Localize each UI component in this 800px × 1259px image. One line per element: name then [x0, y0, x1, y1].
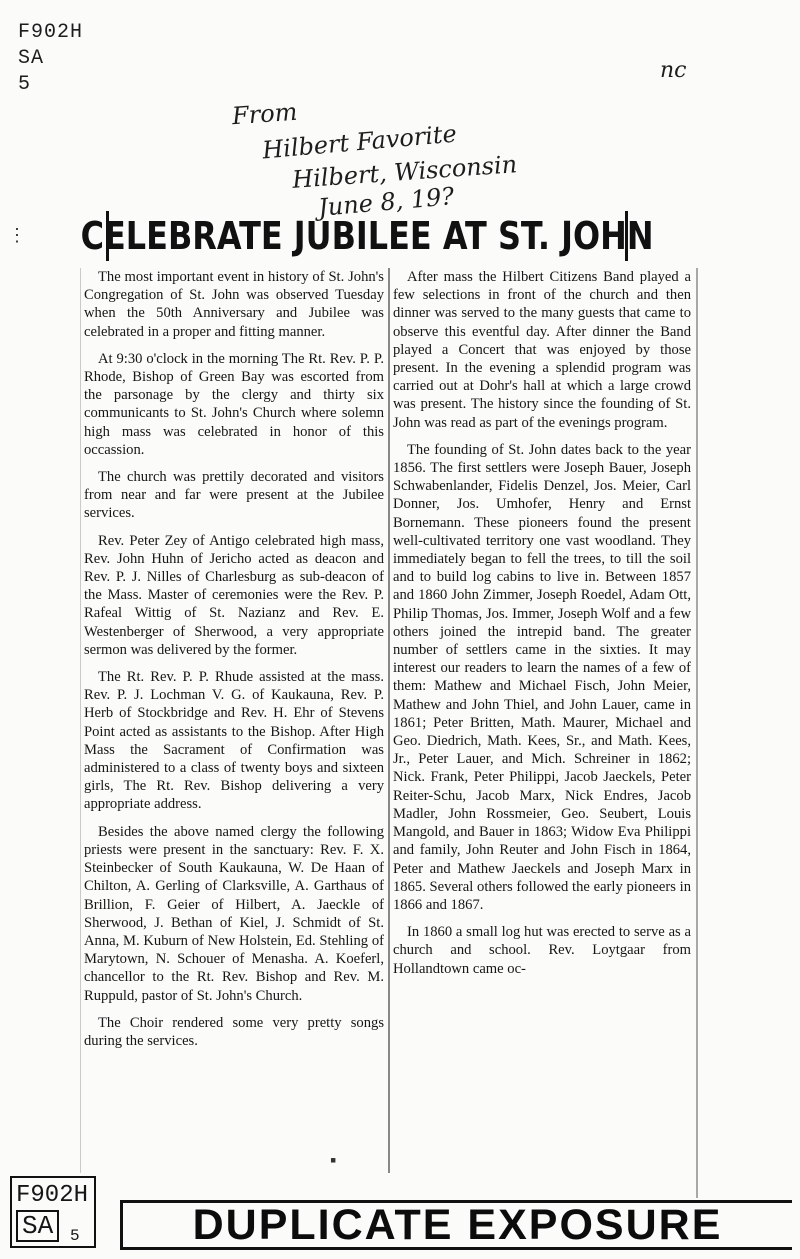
paragraph: The Choir rendered some very pretty songs during the services.: [84, 1014, 384, 1049]
handwritten-place: Hilbert, Wisconsin: [291, 150, 518, 194]
bottom-code-line-1: F902H: [16, 1182, 89, 1209]
paragraph: The Rt. Rev. P. P. Rhude assisted at the mass. Rev. P. J. Lochman V. G. of Kaukauna, Rev. P. Herb of Stockbridge and Rev. H. Ehr of Stevens Point acted as assistants to the Bishop. After High Mass the Sacrament of Confirmation was administered to a class of twenty boys and sixteen girls, The Rt. Rev. Bishop delivering a very appropriate address.: [84, 669, 384, 813]
paragraph: The founding of St. John dates back to the year 1856. The first settlers were Joseph Bauer, Joseph Schwabenlander, Fidelis Denzel, Jos. Meier, Carl Donner, Jos. Umhofer, Henry and Ernst Bornemann. These pioneers found the present well-cultivated territory one vast woodland. They immediately began to fell the trees, to till the soil and to build log cabins to live in. Between 1857 and 1860 John Zimmer, Joseph Roedel, Adam Ott, Philip Thomas, Jos. Immer, Joseph Wolf and a few others joined the intrepid band. The greater number of settlers came in the sixties. It may interest our readers to learn the names of a few of them: Mathew and Michael Fisch, John Meier, Mathew and John Thiel, and John Lauer, came in 1861; Peter Britten, Math. Maurer, Michael and Geo. Diedrich, Math. Kees, Sr., and Math. Kees, Jr., Peter Lauer, and Mich. Schreiner in 1862; Nick. Frank, Peter Philippi, Jacob Jaeckels, Peter Reiter-Schu, Jacob Marx, Nick Endres, Jacob Madler, John Rossmeier, Geo. Seubert, Louis Mangold, and Bauer in 1863; Widow Eva Philippi and family, John Reuter and John Fisch in 1864, Peter and Mathew Jaeckels and Joseph Marx in 1865. Several others followed the early pioneers in 1866 and 1867.: [393, 441, 691, 913]
corner-mark: nc: [660, 58, 687, 83]
paragraph: Besides the above named clergy the following priests were present in the sanctuary: Rev. F. X. Steinbecker of South Kaukauna, W. De Haan of Chilton, A. Gerling of Clarksville, A. Garthaus of Brillion, F. Geier of Hilbert, A. Jaeckle of Sherwood, J. Bethan of Kiel, J. Schmidt of St. Anna, M. Kuburn of New Holstein, Ed. Stehling of Marytown, N. Schouer of Menasha. A. Koeferl, chancellor to the Rt. Rev. Bishop and Rev. M. Ruppuld, pastor of St. John's Church.: [84, 823, 384, 1004]
clipping-left-edge: [80, 268, 81, 1173]
margin-code-line-1: F902H: [18, 21, 84, 44]
clipping-right-edge: [696, 268, 698, 1198]
paragraph: The most important event in history of St. John's Congregation of St. John was observed Tuesday when the 50th Anniversary and Jubilee was celebrated in a proper and fitting manner.: [84, 269, 384, 340]
paragraph: Rev. Peter Zey of Antigo celebrated high mass, Rev. John Huhn of Jericho acted as deacon and Rev. P. J. Nilles of Charlesburg as sub-deacon of the Mass. Master of ceremonies were the Rev. P. Rafeal Wittig of St. Nazianz and Rev. E. Westenberger of Sherwood, a very appropriate sermon was delivered by the former.: [84, 532, 384, 658]
handwritten-newspaper: Hilbert Favorite: [261, 119, 458, 165]
paragraph: After mass the Hilbert Citizens Band played a few selections in front of the church and then dinner was served to the many guests that came to observe this eventful day. After dinner the Band played a Concert that was enjoyed by those present. In the evening a splendid program was carried out at Dohr's hall at which a large crowd was present. The history since the founding of St. John was read as part of the evenings program.: [393, 269, 691, 431]
handwritten-date: June 8, 19?: [317, 182, 456, 222]
headline: CELEBRATE JUBILEE AT ST. JOHN: [80, 214, 654, 258]
margin-code-line-3: 5: [18, 73, 32, 96]
margin-archive-code: [18, 20, 83, 98]
ink-blot: ▪: [330, 1150, 337, 1170]
bottom-code-line-2: SA: [16, 1210, 59, 1242]
margin-code-line-2: SA: [18, 47, 45, 70]
stamp-text: DUPLICATE EXPOSURE: [192, 1200, 723, 1249]
bottom-code-line-3: 5: [70, 1227, 80, 1245]
article-column-right: [393, 268, 691, 987]
column-rule: [388, 268, 390, 1173]
handwritten-from: From: [231, 97, 299, 131]
bottom-archive-code: [10, 1176, 96, 1248]
paragraph: In 1860 a small log hut was erected to serve as a church and school. Rev. Loytgaar from Hollandtown came oc-: [393, 924, 691, 977]
paragraph: At 9:30 o'clock in the morning The Rt. Rev. P. P. Rhode, Bishop of Green Bay was escorted from the parsonage by the clergy and thirty six communicants to St. John's Church where solemn high mass was celebrated in honor of this occassion.: [84, 350, 384, 458]
ink-blot: ⋮: [8, 225, 26, 245]
headline-box: [80, 211, 654, 261]
duplicate-exposure-stamp: [120, 1200, 792, 1250]
article-column-left: [84, 268, 384, 1059]
paragraph: The church was prettily decorated and visitors from near and far were present at the Jubilee services.: [84, 469, 384, 522]
